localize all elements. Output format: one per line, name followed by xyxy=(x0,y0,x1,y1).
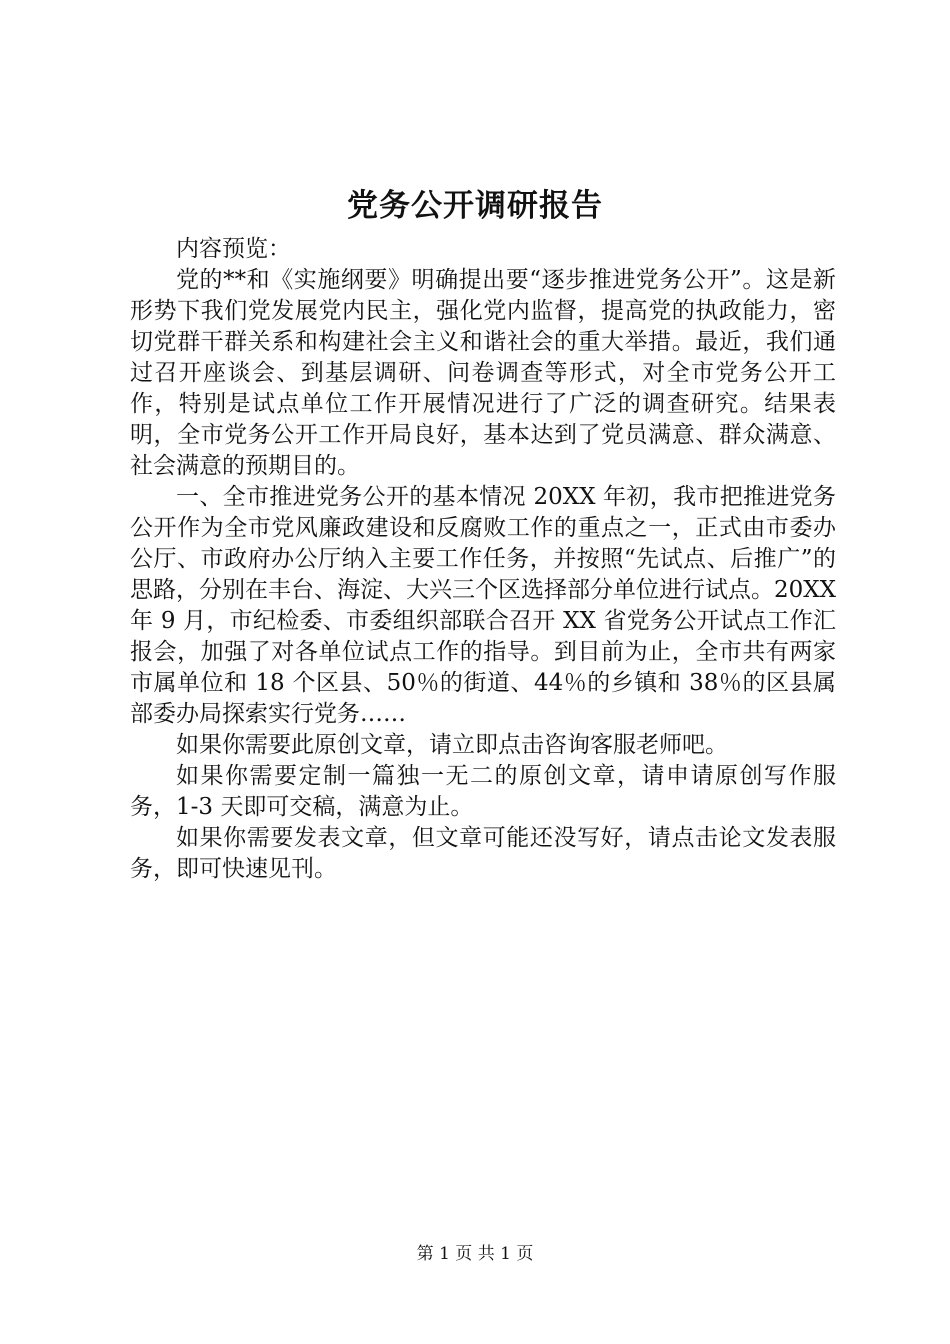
paragraph-intro: 党的**和《实施纲要》明确提出要“逐步推进党务公开”。这是新形势下我们党发展党内民主，强化党内监督，提高党的执政能力，密切党群干群关系和构建社会主义和谐社会的重大举措。最近，我们通过召开座谈会、到基层调研、问卷调查等形式，对全市党务公开工作，特别是试点单位工作开展情况进行了广泛的调查研究。结果表明，全市党务公开工作开局良好，基本达到了党员满意、群众满意、社会满意的预期目的。 xyxy=(130,267,836,479)
paragraph-contact-service: 如果你需要此原创文章，请立即点击咨询客服老师吧。 xyxy=(176,732,728,758)
paragraph-publishing-service: 如果你需要发表文章，但文章可能还没写好，请点击论文发表服务，即可快速见刊。 xyxy=(130,825,836,882)
page-number-footer: 第 1 页 共 1 页 xyxy=(416,1244,534,1264)
document-body xyxy=(130,234,836,885)
document-title: 党务公开调研报告 xyxy=(347,188,603,224)
paragraph-section-one: 一、全市推进党务公开的基本情况 20XX 年初，我市把推进党务公开作为全市党风廉政建设和反腐败工作的重点之一，正式由市委办公厅、市政府办公厅纳入主要工作任务，并按照“先试点、后推广”的思路，分别在丰台、海淀、大兴三个区选择部分单位进行试点。20XX 年 9 月，市纪检委、市委组织部联合召开 XX 省党务公开试点工作汇报会，加强了对各单位试点工作的指导。到目前为止，全市共有两家市属单位和 18 个区县、50％的街道、44％的乡镇和 38％的区县属部委办局探索实行党务…… xyxy=(130,484,837,727)
paragraph-custom-writing: 如果你需要定制一篇独一无二的原创文章，请申请原创写作服务，1-3 天即可交稿，满意为止。 xyxy=(130,763,836,820)
preview-label: 内容预览： xyxy=(176,236,291,262)
